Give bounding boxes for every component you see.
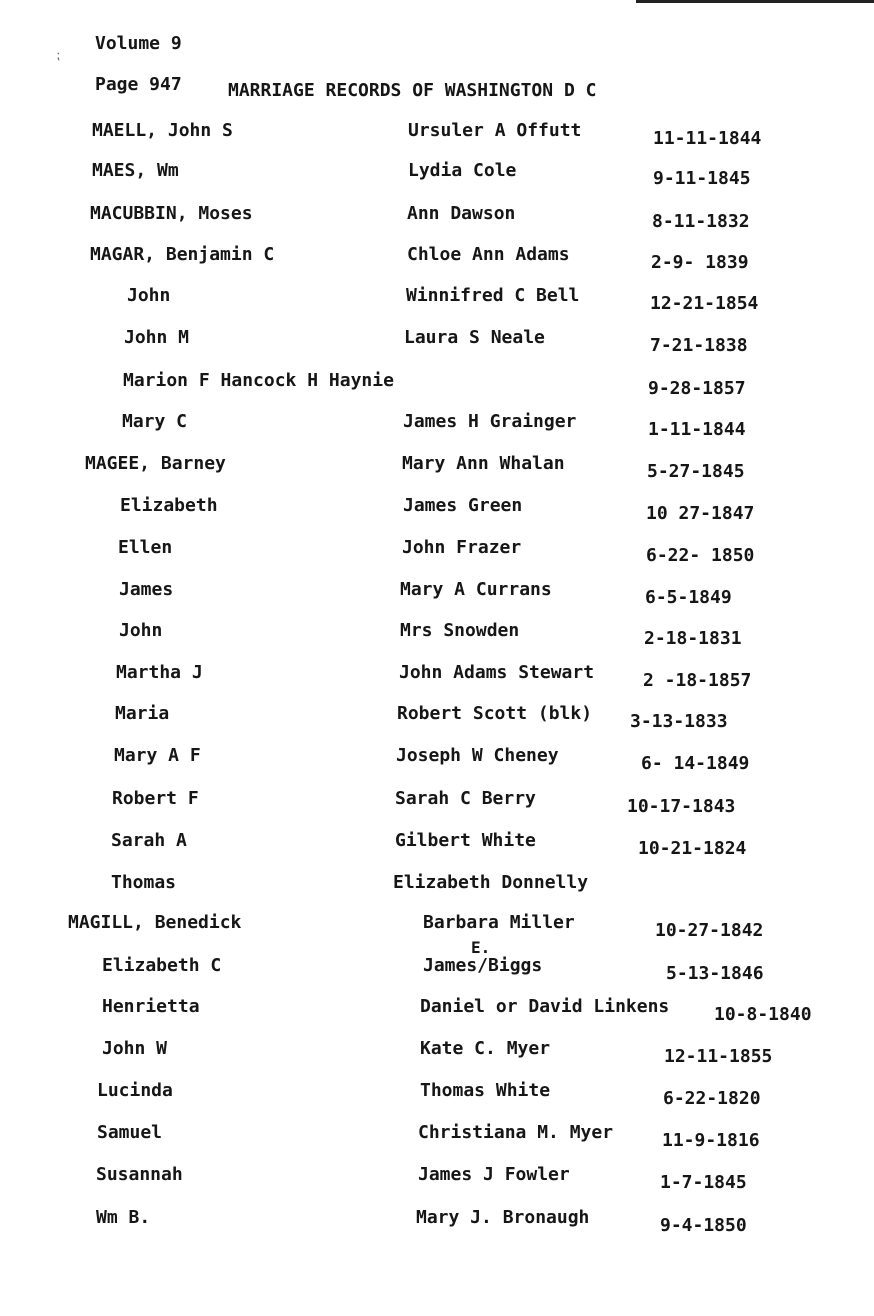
surname: MAES, (92, 160, 158, 181)
marriage-date: 9-11-1845 (653, 168, 751, 189)
marriage-date: 2 -18-1857 (643, 670, 752, 691)
person-name (122, 411, 187, 432)
spouse-name: Lydia Cole (408, 160, 517, 181)
person-name (92, 120, 233, 141)
spouse-name: Gilbert White (395, 830, 536, 851)
surname: MAGAR, (90, 244, 166, 265)
record-row (0, 453, 874, 483)
surname: MAELL, (92, 120, 168, 141)
marriage-date: 6- 14-1849 (641, 753, 750, 774)
surname: MAGEE, (85, 453, 161, 474)
top-edge-rule (636, 0, 874, 3)
person-name (114, 745, 201, 766)
spouse-name: Christiana M. Myer (418, 1122, 614, 1143)
record-row (0, 411, 874, 441)
marriage-date: 6-5-1849 (645, 587, 732, 608)
record-row (0, 1207, 874, 1237)
record-row (0, 620, 874, 650)
spouse-name: Ann Dawson (407, 203, 516, 224)
given-name: Martha J (116, 662, 203, 683)
margin-mark: ⁏ (56, 48, 61, 62)
record-row (0, 996, 874, 1026)
given-name: Susannah (96, 1164, 183, 1185)
record-row (0, 788, 874, 818)
given-name: Elizabeth (120, 495, 218, 516)
record-row (0, 285, 874, 315)
record-row (0, 120, 874, 150)
record-row (0, 830, 874, 860)
spouse-name: Kate C. Myer (420, 1038, 551, 1059)
surname: MAGILL, (68, 912, 155, 933)
person-name (127, 285, 170, 306)
spouse-name: John Adams Stewart (399, 662, 595, 683)
person-name (119, 620, 162, 641)
record-row (0, 1080, 874, 1110)
record-row (0, 327, 874, 357)
spouse-name: John Frazer (402, 537, 522, 558)
person-name (116, 662, 203, 683)
person-name (102, 1038, 167, 1059)
record-row (0, 1122, 874, 1152)
spouse-name: Mary Ann Whalan (402, 453, 565, 474)
given-name: Henrietta (102, 996, 200, 1017)
spouse-name: Sarah C Berry (395, 788, 536, 809)
marriage-date: 2-18-1831 (644, 628, 742, 649)
marriage-date: 1-11-1844 (648, 419, 746, 440)
given-name: Sarah A (111, 830, 187, 851)
marriage-date: 10 27-1847 (646, 503, 755, 524)
person-name (97, 1122, 162, 1143)
given-name: Thomas (111, 872, 177, 893)
person-name (111, 872, 176, 893)
person-name (118, 537, 172, 558)
given-name: John W (102, 1038, 168, 1059)
spouse-name: Elizabeth Donnelly (393, 872, 589, 893)
given-name: Wm B. (96, 1207, 151, 1228)
handwritten-insert-note: E. (471, 938, 491, 957)
spouse-name: Laura S Neale (404, 327, 545, 348)
person-name (112, 788, 199, 809)
marriage-date: 9-4-1850 (660, 1215, 747, 1236)
given-name: Elizabeth C (102, 955, 222, 976)
given-name: Barney (160, 453, 226, 474)
marriage-date: 5-13-1846 (666, 963, 764, 984)
record-row (0, 662, 874, 692)
given-name: James (119, 579, 174, 600)
given-name: Mary A F (114, 745, 201, 766)
spouse-name: Mary J. Bronaugh (416, 1207, 590, 1228)
person-name (120, 495, 218, 516)
given-name: Benjamin C (165, 244, 275, 265)
spouse-name: James Green (403, 495, 523, 516)
given-name: Benedick (154, 912, 242, 933)
marriage-date: 9-28-1857 (648, 378, 746, 399)
spouse-name: Chloe Ann Adams (407, 244, 570, 265)
record-row (0, 370, 874, 400)
record-row (0, 160, 874, 190)
spouse-name: Mrs Snowden (400, 620, 520, 641)
record-row (0, 745, 874, 775)
marriage-date: 10-17-1843 (627, 796, 736, 817)
spouse-name: Joseph W Cheney (396, 745, 559, 766)
marriage-date: 11-11-1844 (653, 128, 762, 149)
record-row (0, 703, 874, 733)
person-name (119, 579, 173, 600)
spouse-name: James J Fowler (418, 1164, 570, 1185)
marriage-date: 3-13-1833 (630, 711, 728, 732)
given-name: Mary C (122, 411, 188, 432)
given-name: Lucinda (97, 1080, 173, 1101)
person-name (96, 1207, 150, 1228)
page-label: Page 947 (95, 74, 182, 95)
given-name: John (119, 620, 163, 641)
person-name (124, 327, 189, 348)
spouse-name: Daniel or David Linkens (420, 996, 670, 1017)
record-row (0, 1164, 874, 1194)
marriage-date: 10-8-1840 (714, 1004, 812, 1025)
spouse-name: Robert Scott (blk) (397, 703, 593, 724)
record-row (0, 1038, 874, 1068)
marriage-date: 10-21-1824 (638, 838, 747, 859)
spouse-name: Barbara Miller (423, 912, 575, 933)
marriage-date: 5-27-1845 (647, 461, 745, 482)
person-name (102, 955, 221, 976)
spouse-name: James H Grainger (403, 411, 577, 432)
person-name (92, 160, 179, 181)
given-name: Marion F Hancock H Haynie (123, 370, 394, 391)
person-name (68, 912, 241, 933)
given-name: Robert F (112, 788, 199, 809)
record-row (0, 495, 874, 525)
marriage-date: 2-9- 1839 (651, 252, 749, 273)
person-name (115, 703, 169, 724)
marriage-date: 6-22-1820 (663, 1088, 761, 1109)
record-row (0, 579, 874, 609)
marriage-date: 8-11-1832 (652, 211, 750, 232)
person-name (90, 244, 274, 265)
record-row (0, 872, 874, 902)
person-name (96, 1164, 183, 1185)
person-name (111, 830, 187, 851)
record-row (0, 912, 874, 942)
given-name: Wm (157, 160, 179, 181)
record-row (0, 203, 874, 233)
surname: MACUBBIN, (90, 203, 199, 224)
given-name: John S (167, 120, 233, 141)
spouse-name: Winnifred C Bell (406, 285, 580, 306)
person-name (90, 203, 253, 224)
spouse-name: Mary A Currans (400, 579, 552, 600)
given-name: Moses (198, 203, 253, 224)
person-name (85, 453, 226, 474)
spouse-name: Thomas White (420, 1080, 551, 1101)
spouse-name: James/Biggs (423, 955, 543, 976)
marriage-date: 12-11-1855 (664, 1046, 773, 1067)
record-row (0, 244, 874, 274)
given-name: Maria (115, 703, 170, 724)
marriage-date: 11-9-1816 (662, 1130, 760, 1151)
given-name: John (127, 285, 171, 306)
marriage-date: 6-22- 1850 (646, 545, 755, 566)
given-name: Ellen (118, 537, 173, 558)
record-row (0, 537, 874, 567)
given-name: John M (124, 327, 190, 348)
marriage-date: 10-27-1842 (655, 920, 764, 941)
person-name (102, 996, 200, 1017)
volume-label: Volume 9 (95, 33, 182, 54)
marriage-date: 1-7-1845 (660, 1172, 747, 1193)
person-name (97, 1080, 173, 1101)
marriage-date: 7-21-1838 (650, 335, 748, 356)
page-title: MARRIAGE RECORDS OF WASHINGTON D C (228, 80, 597, 101)
person-name (123, 370, 394, 391)
record-row (0, 955, 874, 985)
spouse-name: Ursuler A Offutt (408, 120, 582, 141)
given-name: Samuel (97, 1122, 163, 1143)
marriage-date: 12-21-1854 (650, 293, 759, 314)
